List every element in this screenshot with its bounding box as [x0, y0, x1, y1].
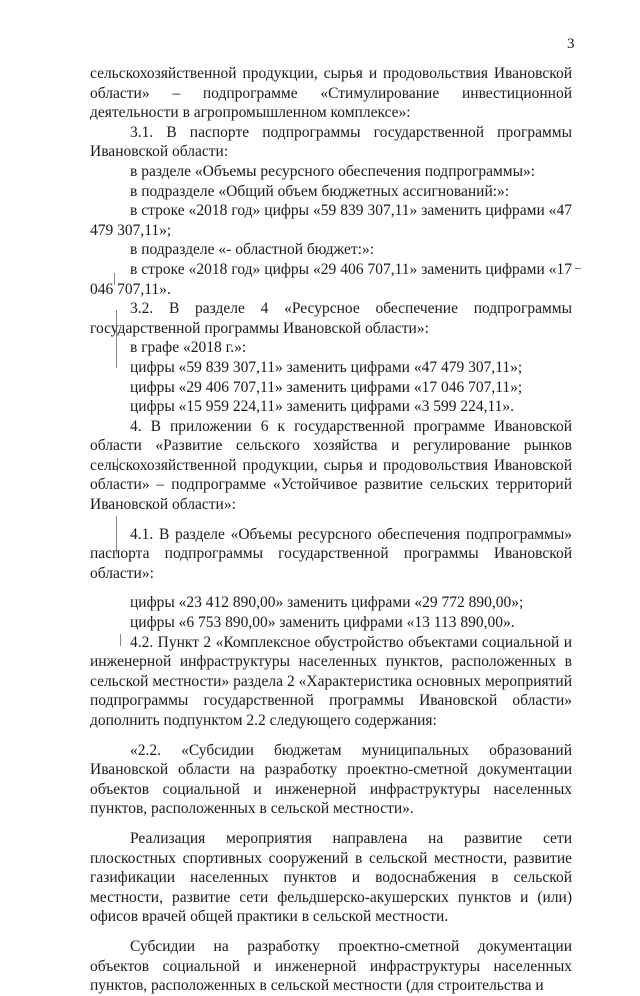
paragraph: цифры «29 406 707,11» заменить цифрами «17 046 707,11»;: [130, 378, 523, 396]
paragraph: Реализация мероприятия направлена на развитие сети плоскостных спортивных сооружений в сельской местности, развитие газификации населенных пунктов и водоснабжения в сельской местности, развитие сети фельдшерско-акушерских пунктов и (или) офисов врачей общей практики в сельской местности.: [90, 829, 572, 926]
paragraph: 4. В приложении 6 к государственной программе Ивановской области «Развитие сельского хозяйства и регулирование рынков сельскохозяйственной продукции, сырья и продовольствия Ивановской области» – подпрограмме «Устойчивое развитие сельских территорий Ивановской области»:: [90, 417, 572, 514]
paragraph: в графе «2018 г.»:: [130, 339, 247, 357]
paragraph: 4.1. В разделе «Объемы ресурсного обеспечения подпрограммы» паспорта подпрограммы государственной программы Ивановской области»:: [90, 525, 572, 582]
paragraph: в строке «2018 год» цифры «59 839 307,11» заменить цифрами «47 479 307,11»;: [90, 202, 572, 239]
paragraph: в подразделе «- областной бюджет:»:: [130, 241, 375, 259]
paragraph: сельскохозяйственной продукции, сырья и продовольствия Ивановской области» – подпрограмме «Стимулирование инвестиционной деятельности в агропромышленном комплексе»:: [90, 65, 572, 122]
paragraph: 4.2. Пункт 2 «Комплексное обустройство объектами социальной и инженерной инфраструктуры населенных пунктов, расположенных в сельской местности» раздела 2 «Характеристика основных мероприятий подпрограммы государственной программы Ивановской области» дополнить подпунктом 2.2 следующего содержания:: [90, 633, 572, 729]
paragraph: Субсидии на разработку проектно-сметной документации объектов социальной и инженерной инфраструктуры населенных пунктов, расположенных в сельской местности (для строительства и: [90, 937, 572, 995]
page-number: 3: [567, 36, 575, 52]
paragraph: цифры «23 412 890,00» заменить цифрами «29 772 890,00»;: [130, 594, 524, 612]
scan-mark: [575, 268, 581, 269]
paragraph: цифры «15 959 224,11» заменить цифрами «3 599 224,11».: [130, 398, 515, 416]
paragraph: цифры «6 753 890,00» заменить цифрами «13 113 890,00».: [130, 614, 515, 632]
paragraph: в строке «2018 год» цифры «29 406 707,11» заменить цифрами «17 046 707,11».: [90, 260, 572, 298]
paragraph: 3.1. В паспорте подпрограммы государственной программы Ивановской области:: [90, 123, 572, 161]
paragraph: в подразделе «Общий объем бюджетных ассигнований:»:: [130, 182, 510, 200]
paragraph: в разделе «Объемы ресурсного обеспечения подпрограммы»:: [130, 162, 536, 180]
paragraph: «2.2. «Субсидии бюджетам муниципальных образований Ивановской области на разработку проектно-сметной документации объектов социальной и инженерной инфраструктуры населенных пунктов, расположенных в сельской местности».: [90, 741, 572, 818]
paragraph: 3.2. В разделе 4 «Ресурсное обеспечение подпрограммы государственной программы Ивановской области»:: [90, 300, 572, 337]
document-body: [90, 64, 572, 996]
paragraph: цифры «59 839 307,11» заменить цифрами «47 479 307,11»;: [130, 358, 523, 376]
